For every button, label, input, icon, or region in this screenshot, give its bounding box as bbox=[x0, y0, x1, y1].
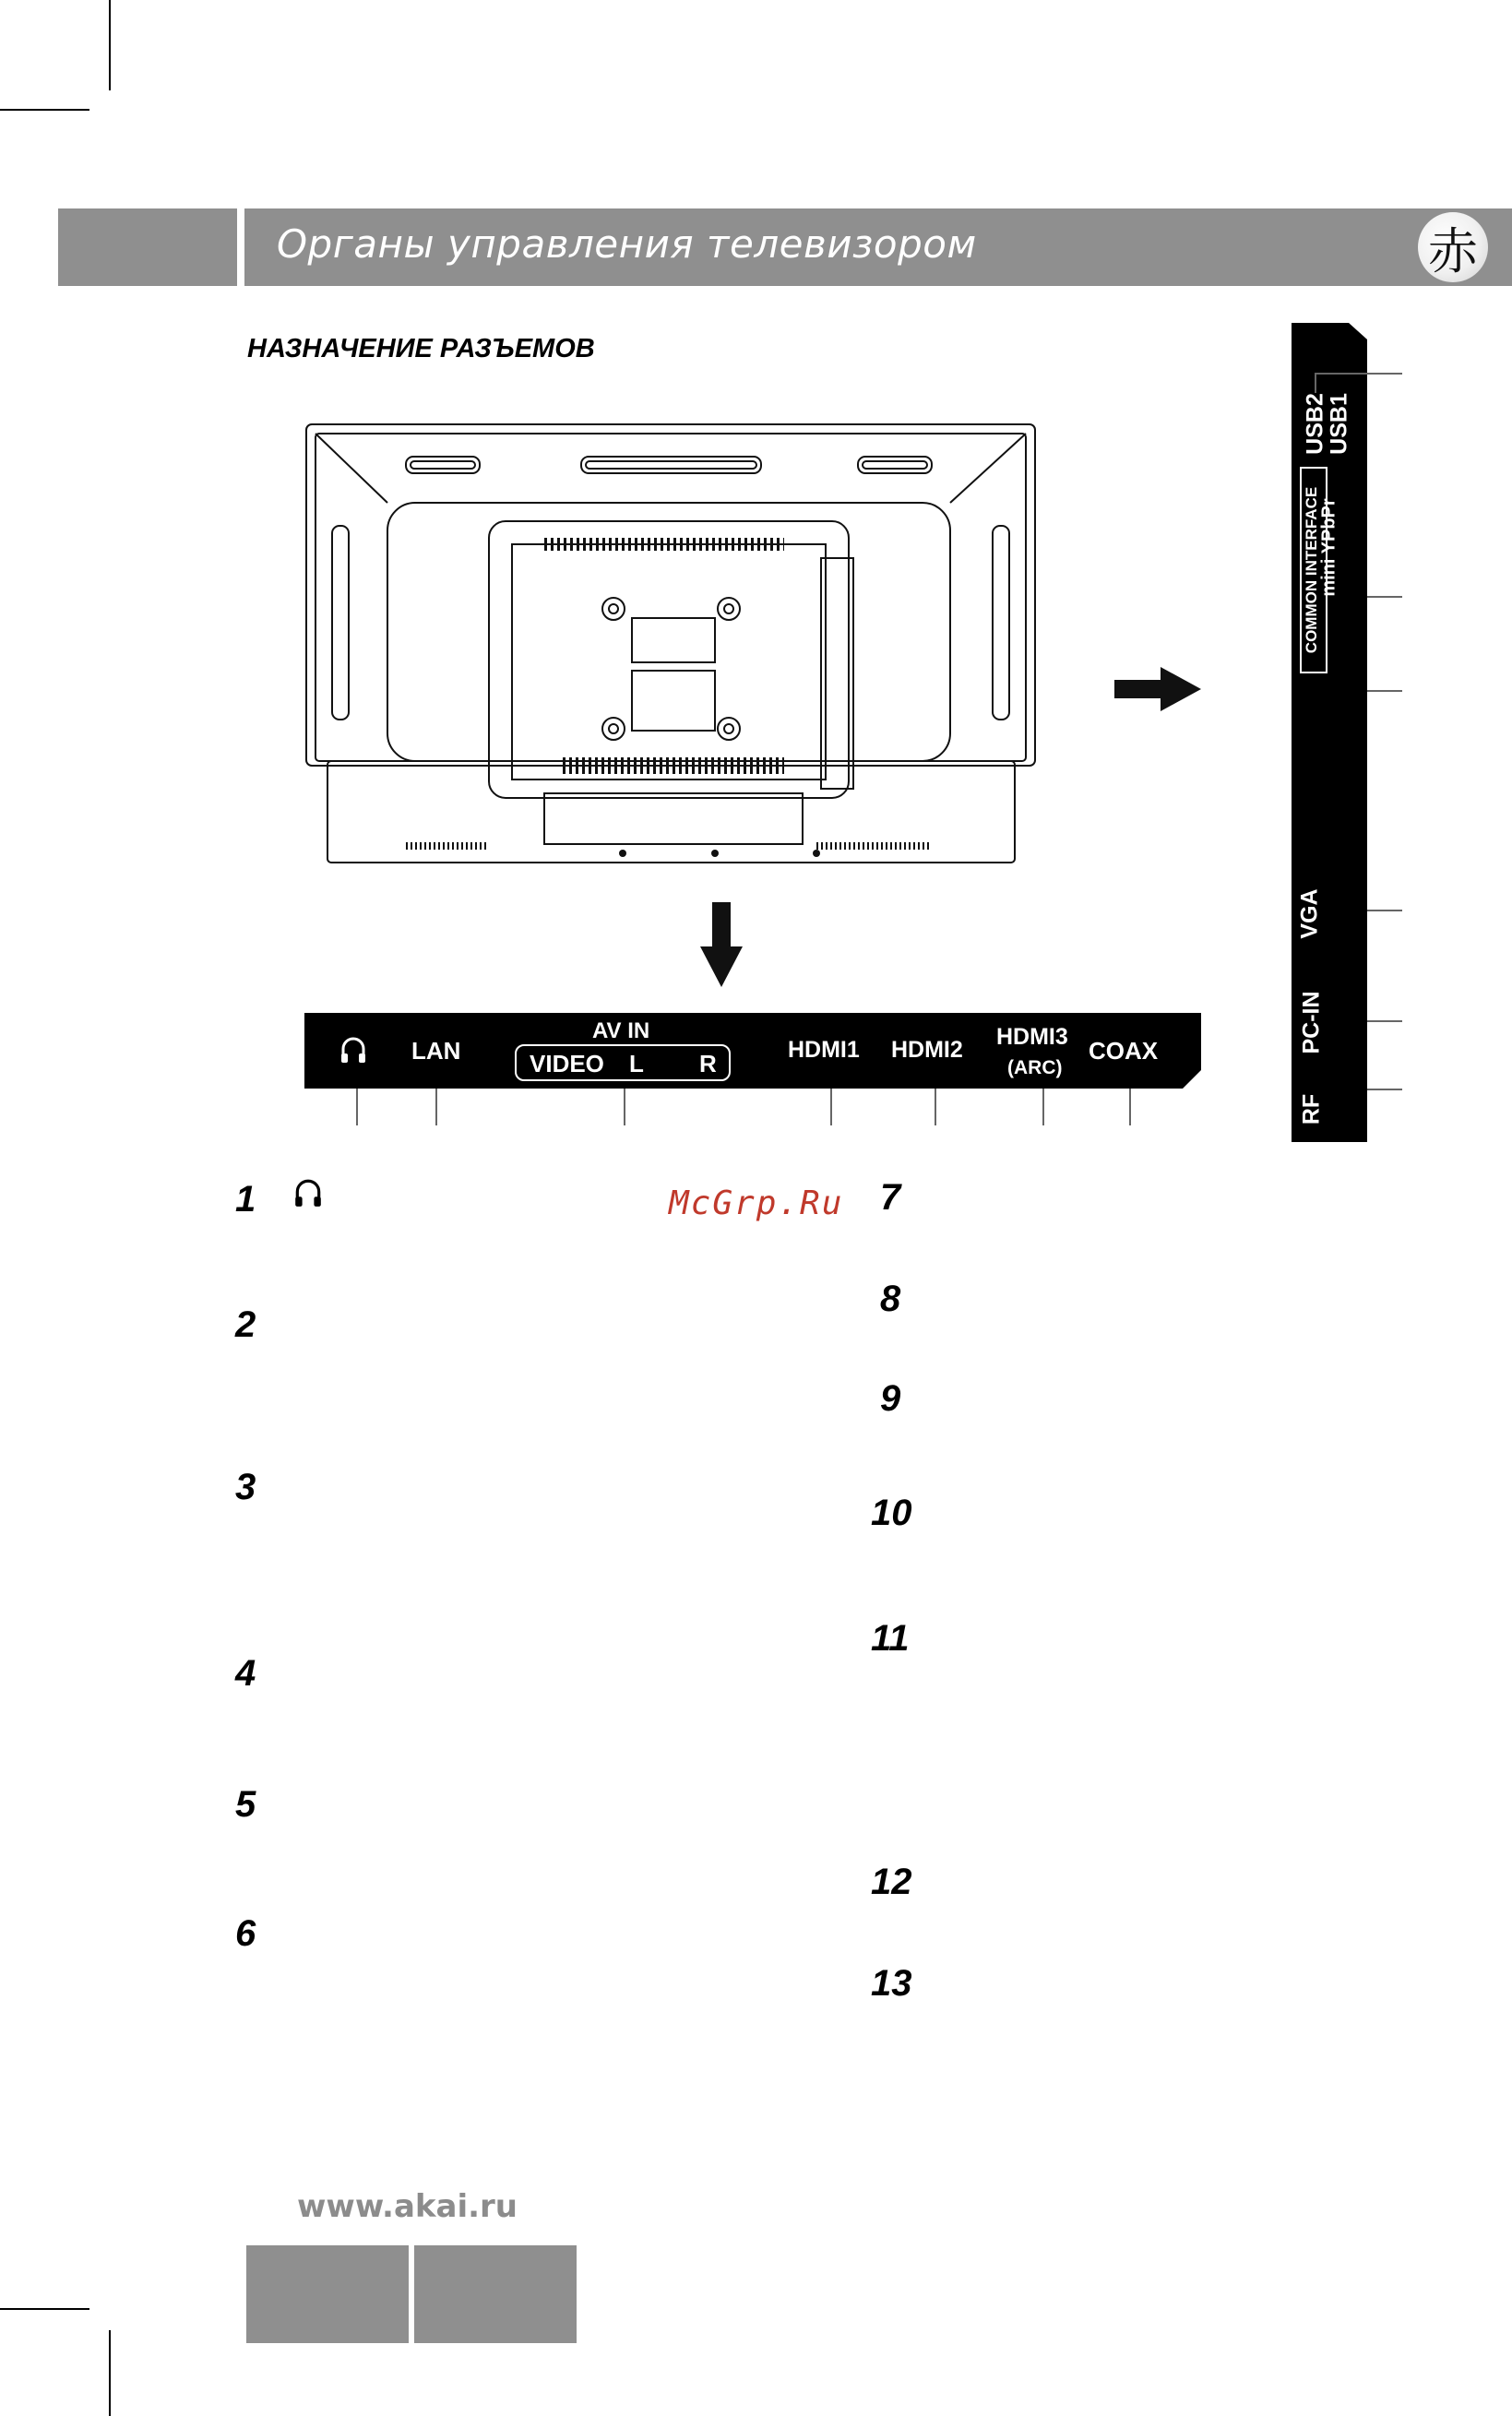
leader-line bbox=[1367, 596, 1402, 598]
vga-label: VGA bbox=[1296, 888, 1323, 939]
arrow-right-icon bbox=[1114, 667, 1203, 711]
item-number-2: 2 bbox=[235, 1304, 256, 1345]
item-number-6: 6 bbox=[235, 1913, 256, 1954]
tv-rear-diagram bbox=[304, 420, 1038, 872]
item-number-13: 13 bbox=[871, 1963, 912, 2004]
leader-line bbox=[1367, 690, 1402, 692]
watermark: McGrp.Ru bbox=[669, 1184, 844, 1222]
leader-line bbox=[356, 1089, 358, 1125]
hdmi1-label: HDMI1 bbox=[788, 1037, 860, 1063]
side-connector-panel bbox=[1292, 323, 1367, 1142]
item-number-12: 12 bbox=[871, 1862, 912, 1902]
crop-mark bbox=[0, 109, 89, 111]
leader-line bbox=[624, 1089, 625, 1125]
leader-line bbox=[830, 1089, 832, 1125]
usb1-label: USB1 bbox=[1326, 393, 1352, 455]
item-number-4: 4 bbox=[235, 1653, 256, 1694]
crop-mark bbox=[109, 2330, 111, 2416]
audio-l-label: L bbox=[629, 1050, 644, 1077]
header-left-block bbox=[58, 208, 237, 286]
rf-label: RF bbox=[1298, 1093, 1325, 1125]
hdmi3-label: HDMI3 bbox=[996, 1024, 1068, 1050]
item-number-3: 3 bbox=[235, 1467, 256, 1507]
leader-line bbox=[1129, 1089, 1131, 1125]
leader-line bbox=[935, 1089, 936, 1125]
leader-line bbox=[1367, 1020, 1402, 1022]
headphone-icon bbox=[293, 1177, 323, 1208]
mini-ypbpr-label: mini YPbPr bbox=[1318, 498, 1339, 597]
item-number-10: 10 bbox=[871, 1493, 912, 1533]
leader-line bbox=[435, 1089, 437, 1125]
item-number-7: 7 bbox=[880, 1177, 901, 1218]
lan-label: LAN bbox=[411, 1037, 461, 1065]
website-link[interactable]: www.akai.ru bbox=[297, 2188, 518, 2225]
item-number-1: 1 bbox=[235, 1179, 256, 1220]
headphone-icon bbox=[339, 1035, 367, 1065]
video-label: VIDEO bbox=[530, 1050, 604, 1077]
av-in-label: AV IN bbox=[592, 1018, 650, 1043]
item-number-11: 11 bbox=[871, 1618, 910, 1659]
leader-line bbox=[1367, 1089, 1402, 1090]
leader-line bbox=[1315, 373, 1316, 393]
item-number-5: 5 bbox=[235, 1784, 256, 1825]
arc-label: (ARC) bbox=[1007, 1057, 1063, 1078]
crop-mark bbox=[109, 0, 111, 90]
arrow-down-icon bbox=[700, 902, 743, 987]
usb2-label: USB2 bbox=[1302, 393, 1328, 455]
footer-block-right bbox=[414, 2245, 577, 2343]
akai-logo: 赤 bbox=[1418, 212, 1488, 282]
leader-line bbox=[1042, 1089, 1044, 1125]
coax-label: COAX bbox=[1089, 1037, 1159, 1065]
audio-r-label: R bbox=[699, 1050, 717, 1077]
page-title: Органы управления телевизором bbox=[277, 221, 977, 267]
header-bar bbox=[244, 208, 1512, 286]
section-title: НАЗНАЧЕНИЕ РАЗЪЕМОВ bbox=[247, 334, 595, 363]
item-number-9: 9 bbox=[880, 1378, 901, 1419]
leader-line bbox=[1367, 910, 1402, 911]
item-number-8: 8 bbox=[880, 1279, 901, 1319]
leader-line bbox=[1342, 373, 1402, 375]
crop-mark bbox=[0, 2308, 89, 2310]
hdmi2-label: HDMI2 bbox=[891, 1037, 963, 1063]
common-interface-label: COMMON INTERFACE bbox=[1300, 467, 1327, 673]
leader-line bbox=[1315, 373, 1342, 375]
bottom-connector-panel bbox=[304, 1013, 1201, 1089]
footer-block-left bbox=[246, 2245, 409, 2343]
pc-in-label: PC-IN bbox=[1298, 991, 1325, 1054]
